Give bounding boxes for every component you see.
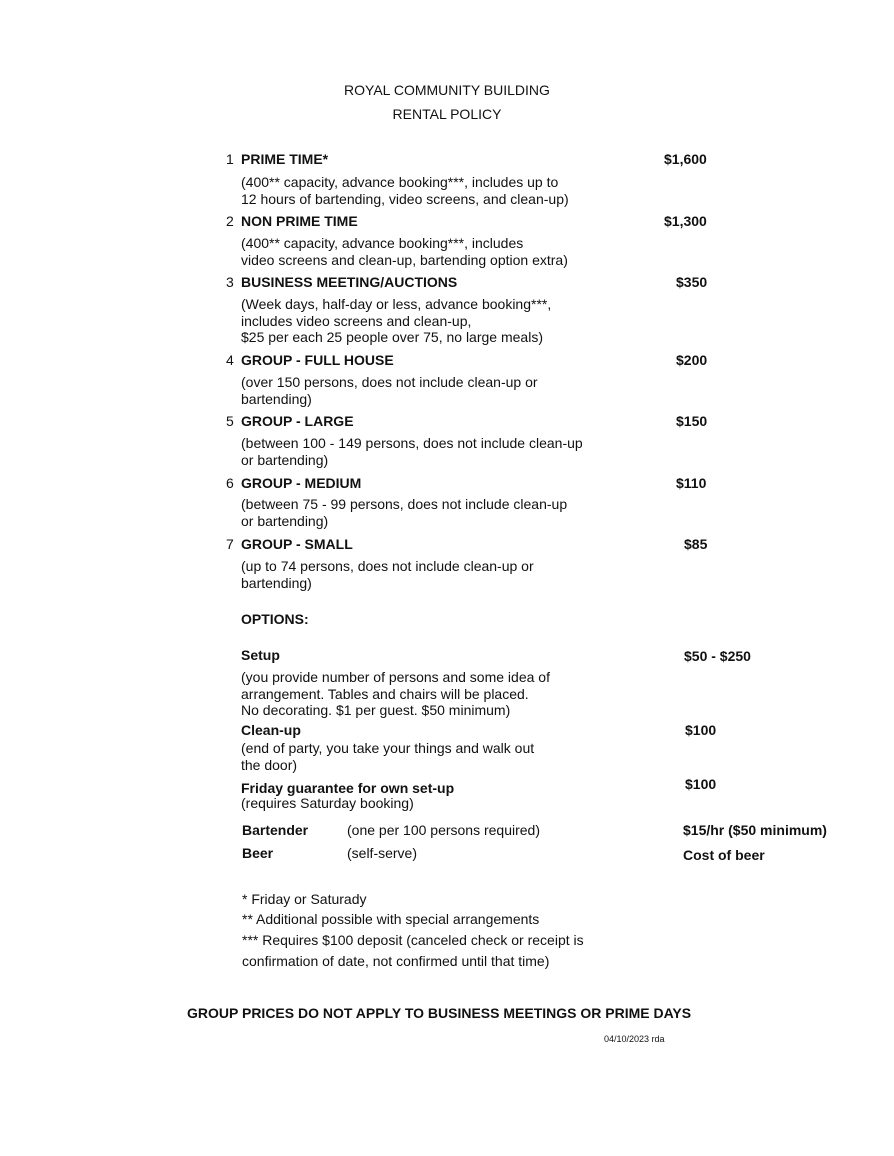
item-name: GROUP - MEDIUM xyxy=(241,475,362,491)
option-name: Friday guarantee for own set-up xyxy=(241,780,455,796)
option-name: Clean-up xyxy=(241,722,301,738)
item-number: 5 xyxy=(226,413,234,429)
item-name: PRIME TIME* xyxy=(241,151,329,167)
footnote: confirmation of date, not confirmed until that time) xyxy=(242,953,550,969)
group-price-disclaimer: GROUP PRICES DO NOT APPLY TO BUSINESS MEETINGS OR PRIME DAYS xyxy=(187,1005,692,1021)
item-name: GROUP - LARGE xyxy=(241,413,354,429)
item-number: 7 xyxy=(226,536,234,552)
option-note: (one per 100 persons required) xyxy=(347,822,541,838)
item-description: (over 150 persons, does not include clean-up or bartending) xyxy=(241,374,538,407)
option-description: (requires Saturday booking) xyxy=(241,795,414,811)
item-price: $1,600 xyxy=(664,151,707,167)
item-price: $1,300 xyxy=(664,213,707,229)
item-name: BUSINESS MEETING/AUCTIONS xyxy=(241,274,458,290)
option-description: (you provide number of persons and some idea of arrangement. Tables and chairs will be placed. No decorating. $1 per guest. $50 minimum) xyxy=(241,669,550,718)
option-note: (self-serve) xyxy=(347,845,418,861)
document-title: ROYAL COMMUNITY BUILDING xyxy=(344,82,550,98)
option-name: Bartender xyxy=(242,822,309,838)
item-number: 1 xyxy=(226,151,234,167)
option-price: $50 - $250 xyxy=(684,648,751,664)
item-description: (Week days, half-day or less, advance booking***, includes video screens and clean-up, $25 per each 25 people over 75, no large meals) xyxy=(241,296,552,345)
item-number: 4 xyxy=(226,352,234,368)
item-description: (400** capacity, advance booking***, includes video screens and clean-up, bartending option extra) xyxy=(241,235,568,268)
footnote: * Friday or Saturady xyxy=(242,891,367,907)
options-heading: OPTIONS: xyxy=(241,611,309,627)
item-number: 3 xyxy=(226,274,234,290)
item-number: 2 xyxy=(226,213,234,229)
item-description: (between 75 - 99 persons, does not include clean-up or bartending) xyxy=(241,496,568,529)
option-name: Setup xyxy=(241,647,280,663)
revision-stamp: 04/10/2023 rda xyxy=(604,1034,665,1044)
option-description: (end of party, you take your things and walk out the door) xyxy=(241,740,535,773)
item-description: (400** capacity, advance booking***, includes up to 12 hours of bartending, video screens, and clean-up) xyxy=(241,174,569,207)
item-name: GROUP - FULL HOUSE xyxy=(241,352,394,368)
footnote: ** Additional possible with special arrangements xyxy=(242,911,540,927)
item-price: $350 xyxy=(676,274,708,290)
item-name: NON PRIME TIME xyxy=(241,213,358,229)
item-name: GROUP - SMALL xyxy=(241,536,353,552)
item-description: (between 100 - 149 persons, does not include clean-up or bartending) xyxy=(241,435,583,468)
option-price: $15/hr ($50 minimum) xyxy=(683,822,827,838)
item-price: $110 xyxy=(676,475,707,491)
option-price: $100 xyxy=(685,776,717,792)
footnote: *** Requires $100 deposit (canceled check or receipt is xyxy=(242,932,584,948)
document-subtitle: RENTAL POLICY xyxy=(392,106,502,122)
item-price: $200 xyxy=(676,352,708,368)
option-price: $100 xyxy=(685,722,717,738)
item-number: 6 xyxy=(226,475,234,491)
item-description: (up to 74 persons, does not include clean-up or bartending) xyxy=(241,558,534,591)
item-price: $150 xyxy=(676,413,708,429)
item-price: $85 xyxy=(684,536,708,552)
option-price: Cost of beer xyxy=(683,847,765,863)
option-name: Beer xyxy=(242,845,274,861)
